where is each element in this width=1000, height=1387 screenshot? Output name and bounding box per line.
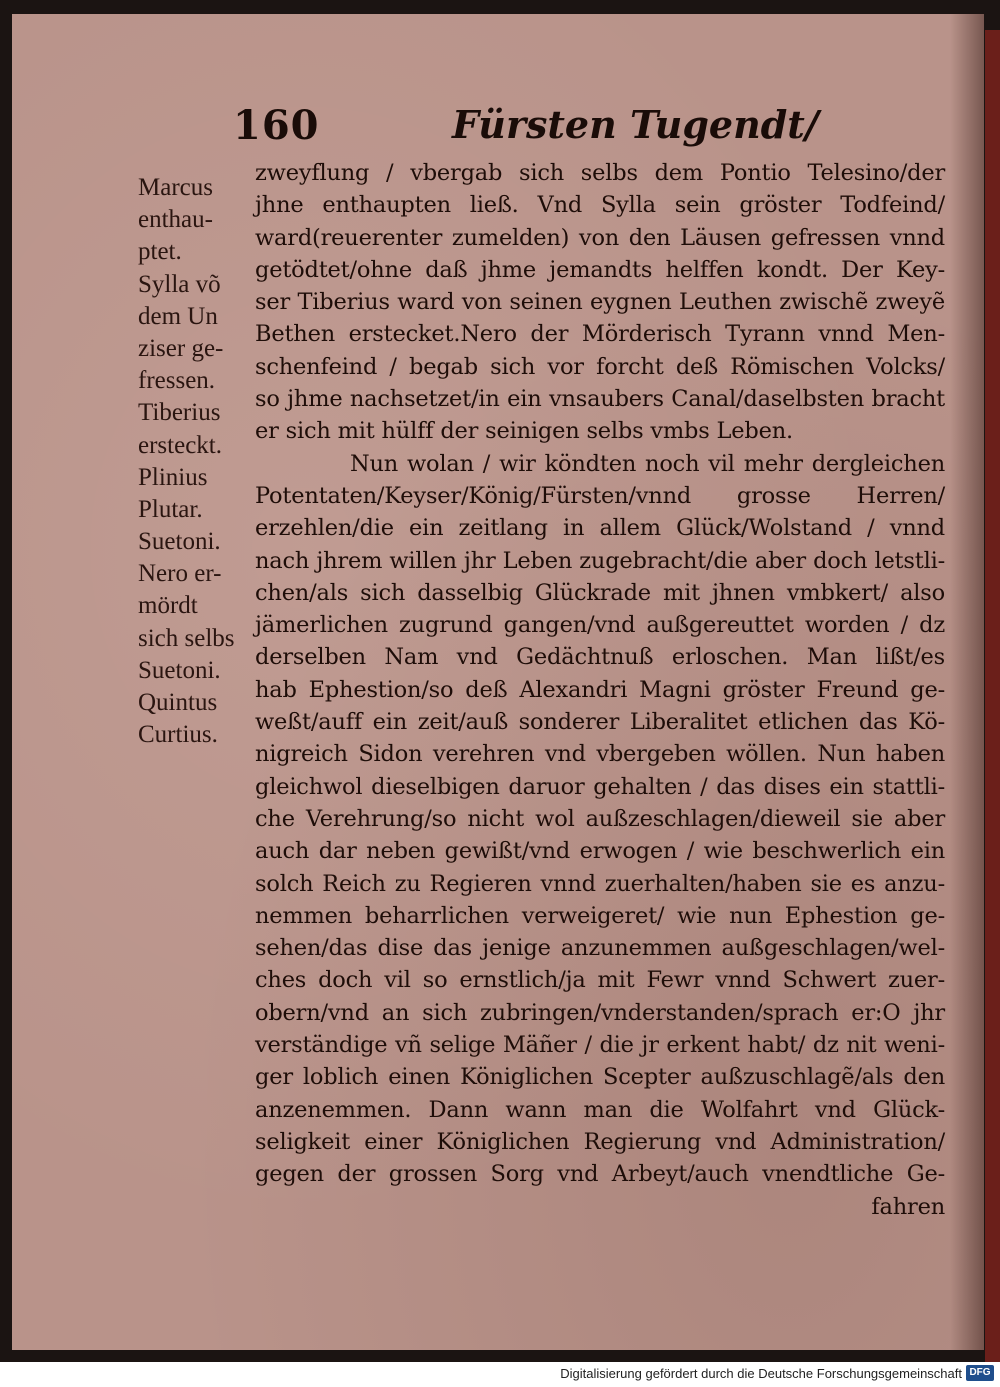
running-head: Fürsten Tugendt/ [452,102,819,147]
margin-note: Suetoni. [138,656,221,684]
text-line: Bethen erstecket.Nero der Mörderisch Tyrann vnnd Men- [255,321,945,348]
funding-credit: Digitalisierung gefördert durch die Deutsche Forschungsgemeinschaft [560,1366,962,1381]
text-line: schenfeind / begab sich vor forcht deß Römischen Volcks/ [255,353,945,380]
page-number: 160 [233,102,320,149]
text-line: ward(reuerenter zumelden) von den Läusen gefressen vnnd [255,224,945,251]
text-line: sehen/das dise das jenige anzunemmen außgeschlagen/wel- [255,935,945,962]
text-line: so jhme nachsetzet/in ein vnsaubers Canal/daselbsten bracht [255,386,945,413]
text-line: gleichwol dieselbigen daruor gehalten / das dises ein stattli- [255,773,945,800]
margin-note: Marcus [138,174,213,201]
text-line: jämerlichen zugrund gangen/vnd außgereuttet worden / dz [255,612,945,639]
margin-note: Tiberius [138,399,221,427]
text-line: nemmen beharrlichen verweigeret/ wie nun Ephestion ge- [255,902,945,929]
margin-note: ziser ge- [138,334,224,362]
margin-note: Plinius [138,463,208,491]
margin-note: sich selbs [138,624,235,652]
body-text [255,157,945,1223]
margin-note: mördt [138,592,198,620]
margin-notes [138,172,256,751]
text-line: seligkeit einer Königlichen Regierung vnd Administration/ [255,1128,945,1155]
text-line: ches doch vil so ernstlich/ja mit Fewr vnnd Schwert zuer- [255,967,945,994]
text-line: nigreich Sidon verehren vnd vbergeben wöllen. Nun haben [255,741,945,768]
text-line: ser Tiberius ward von seinen eygnen Leuthen zwischẽ zweyẽ [255,289,945,316]
text-line: verständige vñ selige Mäñer / die jr erkent habt/ dz nit weni- [255,1032,945,1059]
margin-note: Suetoni. [138,528,221,556]
margin-note: dem Un [138,302,218,330]
text-line: anzenemmen. Dann wann man die Wolfahrt vnd Glück- [255,1096,945,1123]
text-line: weßt/auff ein zeit/auß sonderer Liberalitet etlichen das Kö- [255,709,945,736]
catchword: fahren [871,1193,945,1220]
text-line: che Verehrung/so nicht wol außzeschlagen/dieweil sie aber [255,805,945,832]
margin-note: Quintus [138,689,218,716]
text-line: auch dar neben gewißt/vnd erwogen / wie beschwerlich ein [255,838,945,865]
text-line: chen/als sich dasselbig Glückrade mit jhnen vmbkert/ also [255,579,945,606]
margin-note: Plutar. [138,495,203,523]
text-line: obern/vnd an sich zubringen/vnderstanden/sprach er:O jhr [255,999,945,1026]
text-line: solch Reich zu Regieren vnnd zuerhalten/haben sie es anzu- [255,870,945,897]
footer-bar [0,1362,1000,1387]
book-edge [985,30,1000,1362]
text-line: jhne enthaupten ließ. Vnd Sylla sein gröster Todfeind/ [255,192,945,219]
margin-note: ptet. [138,238,182,266]
text-line: erzehlen/die ein zeitlang in allem Glück/Wolstand / vnnd [255,515,945,542]
text-line: Potentaten/Keyser/König/Fürsten/vnnd grosse Herren/ [255,482,945,509]
margin-note: enthau- [138,206,213,234]
text-line: derselben Nam vnd Gedächtnuß erloschen. Man lißt/es [255,644,945,671]
margin-note: ersteckt. [138,431,222,459]
text-line: ger loblich einen Königlichen Scepter außzuschlagẽ/als den [255,1064,945,1091]
text-line: gegen der grossen Sorg vnd Arbeyt/auch vnendtliche Ge- [255,1161,945,1188]
text-line: zweyflung / vbergab sich selbs dem Pontio Telesino/der [255,160,945,186]
text-line: er sich mit hülff der seinigen selbs vmbs Leben. [255,418,793,445]
text-line: getödtet/ohne daß jhme jemandts helffen kondt. Der Key- [255,256,945,283]
dfg-logo-icon: DFG [966,1365,994,1381]
text-line: Nun wolan / wir köndten noch vil mehr dergleichen [350,450,945,477]
book-page [12,14,984,1350]
margin-note: Nero er- [138,560,222,588]
page-shadow [950,14,984,1350]
margin-note: fressen. [138,367,216,395]
text-line: nach jhrem willen jhr Leben zugebracht/die aber doch letstli- [255,547,945,574]
margin-note: Curtius. [138,721,218,749]
text-line: hab Ephestion/so deß Alexandri Magni gröster Freund ge- [255,676,945,703]
margin-note: Sylla võ [138,270,221,298]
page-header [12,102,984,162]
